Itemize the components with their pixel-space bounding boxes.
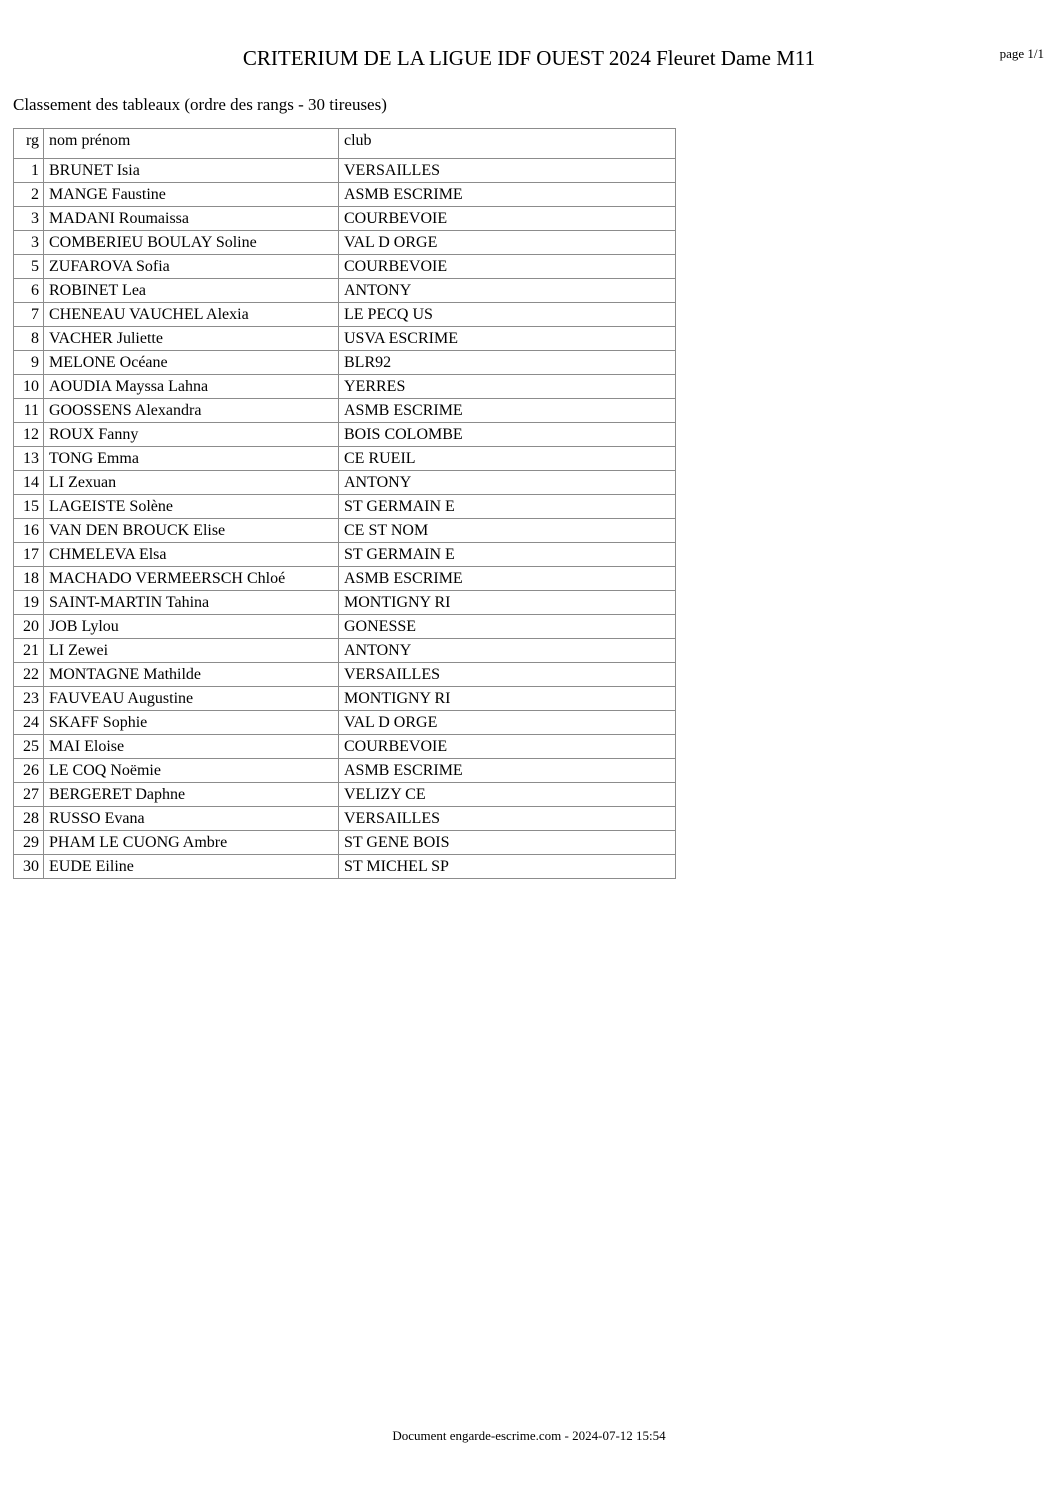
club-cell: ASMB ESCRIME xyxy=(339,759,676,783)
table-header xyxy=(14,129,676,159)
table-subtitle: Classement des tableaux (ordre des rangs - 30 tireuses) xyxy=(13,95,387,114)
club-cell: VERSAILLES xyxy=(339,663,676,687)
rank-cell: 12 xyxy=(14,423,44,447)
club-cell: CE ST NOM xyxy=(339,519,676,543)
name-cell: VACHER Juliette xyxy=(44,327,339,351)
table-row xyxy=(14,807,676,831)
club-cell: COURBEVOIE xyxy=(339,735,676,759)
name-cell: ROUX Fanny xyxy=(44,423,339,447)
column-header-name: nom prénom xyxy=(44,129,339,159)
name-cell: SAINT-MARTIN Tahina xyxy=(44,591,339,615)
name-cell: BERGERET Daphne xyxy=(44,783,339,807)
table-row xyxy=(14,183,676,207)
club-cell: MONTIGNY RI xyxy=(339,591,676,615)
table-row xyxy=(14,519,676,543)
table-row xyxy=(14,159,676,183)
club-cell: USVA ESCRIME xyxy=(339,327,676,351)
name-cell: CHENEAU VAUCHEL Alexia xyxy=(44,303,339,327)
club-cell: COURBEVOIE xyxy=(339,255,676,279)
rank-cell: 19 xyxy=(14,591,44,615)
club-cell: ST MICHEL SP xyxy=(339,855,676,879)
column-header-rank: rg xyxy=(14,129,44,159)
rank-cell: 25 xyxy=(14,735,44,759)
table-row xyxy=(14,639,676,663)
name-cell: COMBERIEU BOULAY Soline xyxy=(44,231,339,255)
table-row xyxy=(14,279,676,303)
name-cell: EUDE Eiline xyxy=(44,855,339,879)
table-row xyxy=(14,591,676,615)
club-cell: CE RUEIL xyxy=(339,447,676,471)
rank-cell: 18 xyxy=(14,567,44,591)
club-cell: ST GERMAIN E xyxy=(339,543,676,567)
name-cell: LE COQ Noëmie xyxy=(44,759,339,783)
name-cell: PHAM LE CUONG Ambre xyxy=(44,831,339,855)
name-cell: MONTAGNE Mathilde xyxy=(44,663,339,687)
name-cell: MANGE Faustine xyxy=(44,183,339,207)
club-cell: ST GERMAIN E xyxy=(339,495,676,519)
rank-cell: 16 xyxy=(14,519,44,543)
table-row xyxy=(14,543,676,567)
table-row xyxy=(14,687,676,711)
table-header-row xyxy=(14,129,676,159)
club-cell: COURBEVOIE xyxy=(339,207,676,231)
table-row xyxy=(14,303,676,327)
table-row xyxy=(14,759,676,783)
rank-cell: 2 xyxy=(14,183,44,207)
table-row xyxy=(14,855,676,879)
rank-cell: 3 xyxy=(14,207,44,231)
club-cell: ST GENE BOIS xyxy=(339,831,676,855)
club-cell: GONESSE xyxy=(339,615,676,639)
name-cell: RUSSO Evana xyxy=(44,807,339,831)
rank-cell: 30 xyxy=(14,855,44,879)
ranking-table xyxy=(13,128,676,879)
table-row xyxy=(14,399,676,423)
name-cell: TONG Emma xyxy=(44,447,339,471)
table-row xyxy=(14,663,676,687)
name-cell: AOUDIA Mayssa Lahna xyxy=(44,375,339,399)
name-cell: LI Zewei xyxy=(44,639,339,663)
name-cell: VAN DEN BROUCK Elise xyxy=(44,519,339,543)
club-cell: LE PECQ US xyxy=(339,303,676,327)
document-footer: Document engarde-escrime.com - 2024-07-12 15:54 xyxy=(392,1428,666,1443)
table-row xyxy=(14,615,676,639)
page-number: page 1/1 xyxy=(999,46,1044,61)
rank-cell: 21 xyxy=(14,639,44,663)
document-title: CRITERIUM DE LA LIGUE IDF OUEST 2024 Fleuret Dame M11 xyxy=(242,46,816,70)
rank-cell: 23 xyxy=(14,687,44,711)
rank-cell: 15 xyxy=(14,495,44,519)
name-cell: LAGEISTE Solène xyxy=(44,495,339,519)
table-row xyxy=(14,255,676,279)
rank-cell: 17 xyxy=(14,543,44,567)
club-cell: BLR92 xyxy=(339,351,676,375)
rank-cell: 14 xyxy=(14,471,44,495)
club-cell: ASMB ESCRIME xyxy=(339,183,676,207)
name-cell: MADANI Roumaissa xyxy=(44,207,339,231)
table-row xyxy=(14,447,676,471)
rank-cell: 13 xyxy=(14,447,44,471)
rank-cell: 29 xyxy=(14,831,44,855)
club-cell: ANTONY xyxy=(339,639,676,663)
club-cell: VAL D ORGE xyxy=(339,711,676,735)
table-row xyxy=(14,711,676,735)
club-cell: VERSAILLES xyxy=(339,159,676,183)
rank-cell: 8 xyxy=(14,327,44,351)
club-cell: ASMB ESCRIME xyxy=(339,399,676,423)
rank-cell: 7 xyxy=(14,303,44,327)
rank-cell: 10 xyxy=(14,375,44,399)
rank-cell: 6 xyxy=(14,279,44,303)
name-cell: ROBINET Lea xyxy=(44,279,339,303)
club-cell: VAL D ORGE xyxy=(339,231,676,255)
table-row xyxy=(14,831,676,855)
rank-cell: 24 xyxy=(14,711,44,735)
name-cell: JOB Lylou xyxy=(44,615,339,639)
rank-cell: 28 xyxy=(14,807,44,831)
name-cell: BRUNET Isia xyxy=(44,159,339,183)
club-cell: MONTIGNY RI xyxy=(339,687,676,711)
table-row xyxy=(14,351,676,375)
club-cell: ASMB ESCRIME xyxy=(339,567,676,591)
club-cell: YERRES xyxy=(339,375,676,399)
table-row xyxy=(14,231,676,255)
table-row xyxy=(14,783,676,807)
rank-cell: 11 xyxy=(14,399,44,423)
club-cell: VELIZY CE xyxy=(339,783,676,807)
table-row xyxy=(14,471,676,495)
table-row xyxy=(14,375,676,399)
table-row xyxy=(14,207,676,231)
column-header-club: club xyxy=(339,129,676,159)
table-row xyxy=(14,567,676,591)
name-cell: GOOSSENS Alexandra xyxy=(44,399,339,423)
rank-cell: 3 xyxy=(14,231,44,255)
club-cell: ANTONY xyxy=(339,279,676,303)
rank-cell: 9 xyxy=(14,351,44,375)
club-cell: ANTONY xyxy=(339,471,676,495)
club-cell: VERSAILLES xyxy=(339,807,676,831)
table-row xyxy=(14,423,676,447)
name-cell: ZUFAROVA Sofia xyxy=(44,255,339,279)
name-cell: LI Zexuan xyxy=(44,471,339,495)
rank-cell: 27 xyxy=(14,783,44,807)
name-cell: MAI Eloise xyxy=(44,735,339,759)
table-row xyxy=(14,327,676,351)
table-row xyxy=(14,495,676,519)
name-cell: SKAFF Sophie xyxy=(44,711,339,735)
club-cell: BOIS COLOMBE xyxy=(339,423,676,447)
rank-cell: 26 xyxy=(14,759,44,783)
rank-cell: 1 xyxy=(14,159,44,183)
rank-cell: 22 xyxy=(14,663,44,687)
name-cell: MELONE Océane xyxy=(44,351,339,375)
rank-cell: 5 xyxy=(14,255,44,279)
name-cell: FAUVEAU Augustine xyxy=(44,687,339,711)
table-body xyxy=(14,159,676,879)
name-cell: CHMELEVA Elsa xyxy=(44,543,339,567)
table-row xyxy=(14,735,676,759)
rank-cell: 20 xyxy=(14,615,44,639)
name-cell: MACHADO VERMEERSCH Chloé xyxy=(44,567,339,591)
